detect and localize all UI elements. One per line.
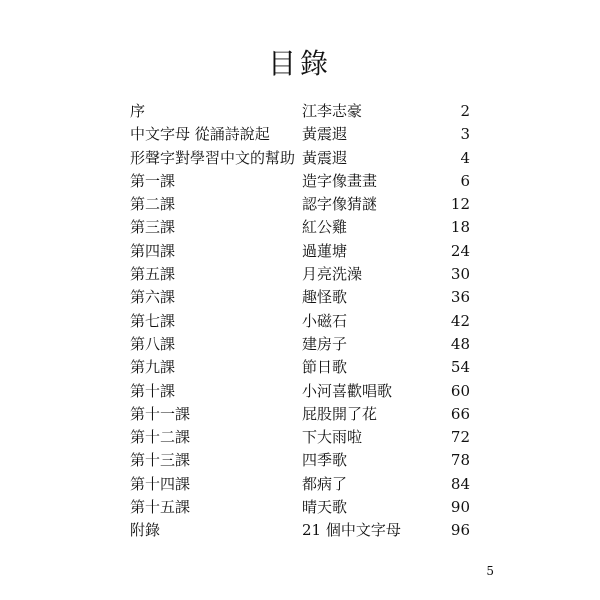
toc-topic: 下大雨啦 bbox=[302, 428, 363, 447]
toc-topic: 節日歌 bbox=[302, 358, 348, 377]
toc-topic: 過蓮塘 bbox=[302, 241, 348, 260]
toc-lesson-title: 第十五課 bbox=[130, 498, 191, 517]
toc-topic: 四季歌 bbox=[302, 451, 348, 470]
toc-lesson-title: 序 bbox=[130, 102, 146, 120]
toc-lesson-title: 第十三課 bbox=[130, 451, 191, 470]
toc-topic: 黃震遐 bbox=[302, 125, 348, 144]
toc-page-number: 42 bbox=[450, 311, 470, 330]
toc-topic: 造字像畫畫 bbox=[302, 171, 378, 190]
toc-lesson-title: 第三課 bbox=[130, 218, 176, 237]
toc-lesson-title: 第十課 bbox=[130, 381, 176, 400]
toc-entry bbox=[130, 496, 470, 519]
toc-page-number: 66 bbox=[450, 404, 470, 423]
toc-page-number: 48 bbox=[450, 334, 470, 353]
toc-page-number: 2 bbox=[460, 102, 470, 120]
toc-lesson-title: 第十二課 bbox=[130, 428, 191, 447]
toc-page-number: 60 bbox=[450, 381, 470, 400]
toc-topic: 屁股開了花 bbox=[302, 404, 378, 423]
toc-lesson-title: 附錄 bbox=[130, 521, 161, 540]
toc-topic: 21 個中文字母 bbox=[302, 521, 401, 540]
toc-page-number: 72 bbox=[450, 428, 470, 447]
toc-topic: 紅公雞 bbox=[302, 218, 348, 237]
toc-entry bbox=[130, 263, 470, 286]
toc-page-number: 12 bbox=[450, 195, 470, 214]
toc-topic: 小磁石 bbox=[302, 311, 348, 330]
toc-page-number: 3 bbox=[460, 125, 470, 144]
toc-page-number: 30 bbox=[450, 265, 470, 284]
toc-lesson-title: 形聲字對學習中文的幫助 bbox=[130, 148, 296, 167]
toc-lesson-title: 第一課 bbox=[130, 171, 176, 190]
toc-entry bbox=[130, 100, 470, 123]
toc-topic: 都病了 bbox=[302, 474, 348, 493]
table-of-contents bbox=[130, 100, 470, 543]
toc-page-number: 36 bbox=[450, 288, 470, 307]
toc-page-number: 18 bbox=[450, 218, 470, 237]
toc-entry bbox=[130, 473, 470, 496]
toc-page-number: 90 bbox=[450, 498, 470, 517]
toc-entry bbox=[130, 147, 470, 170]
toc-entry bbox=[130, 286, 470, 309]
toc-entry bbox=[130, 380, 470, 403]
toc-topic: 晴天歌 bbox=[302, 498, 348, 517]
toc-lesson-title: 第四課 bbox=[130, 241, 176, 260]
toc-entry bbox=[130, 519, 470, 542]
toc-topic: 江李志豪 bbox=[302, 102, 363, 120]
toc-lesson-title: 第二課 bbox=[130, 195, 176, 214]
toc-lesson-title: 第八課 bbox=[130, 334, 176, 353]
toc-entry bbox=[130, 403, 470, 426]
toc-entry bbox=[130, 240, 470, 263]
toc-entry bbox=[130, 426, 470, 449]
toc-entry bbox=[130, 333, 470, 356]
toc-entry bbox=[130, 356, 470, 379]
toc-topic: 認字像猜謎 bbox=[302, 195, 378, 214]
toc-topic: 趣怪歌 bbox=[302, 288, 348, 307]
toc-topic: 建房子 bbox=[302, 334, 348, 353]
toc-lesson-title: 第九課 bbox=[130, 358, 176, 377]
toc-topic: 黃震遐 bbox=[302, 148, 348, 167]
toc-page-number: 78 bbox=[450, 451, 470, 470]
toc-page-number: 96 bbox=[450, 521, 470, 540]
toc-lesson-title: 第七課 bbox=[130, 311, 176, 330]
toc-lesson-title: 第十一課 bbox=[130, 404, 191, 423]
toc-entry bbox=[130, 193, 470, 216]
toc-page-number: 6 bbox=[460, 171, 470, 190]
toc-page-number: 54 bbox=[450, 358, 470, 377]
toc-topic: 月亮洗澡 bbox=[302, 265, 363, 284]
toc-page-number: 84 bbox=[450, 474, 470, 493]
toc-page-number: 4 bbox=[460, 148, 470, 167]
toc-page-number: 24 bbox=[450, 241, 470, 260]
toc-topic: 小河喜歡唱歌 bbox=[302, 381, 393, 400]
toc-lesson-title: 第五課 bbox=[130, 265, 176, 284]
toc-lesson-title: 中文字母 從誦詩說起 bbox=[130, 125, 270, 144]
footer-page-number: 5 bbox=[486, 564, 494, 578]
toc-entry bbox=[130, 216, 470, 239]
toc-entry bbox=[130, 449, 470, 472]
toc-lesson-title: 第六課 bbox=[130, 288, 176, 307]
page-title: 目錄 bbox=[267, 47, 332, 80]
toc-entry bbox=[130, 310, 470, 333]
toc-entry bbox=[130, 170, 470, 193]
toc-lesson-title: 第十四課 bbox=[130, 474, 191, 493]
toc-entry bbox=[130, 123, 470, 146]
